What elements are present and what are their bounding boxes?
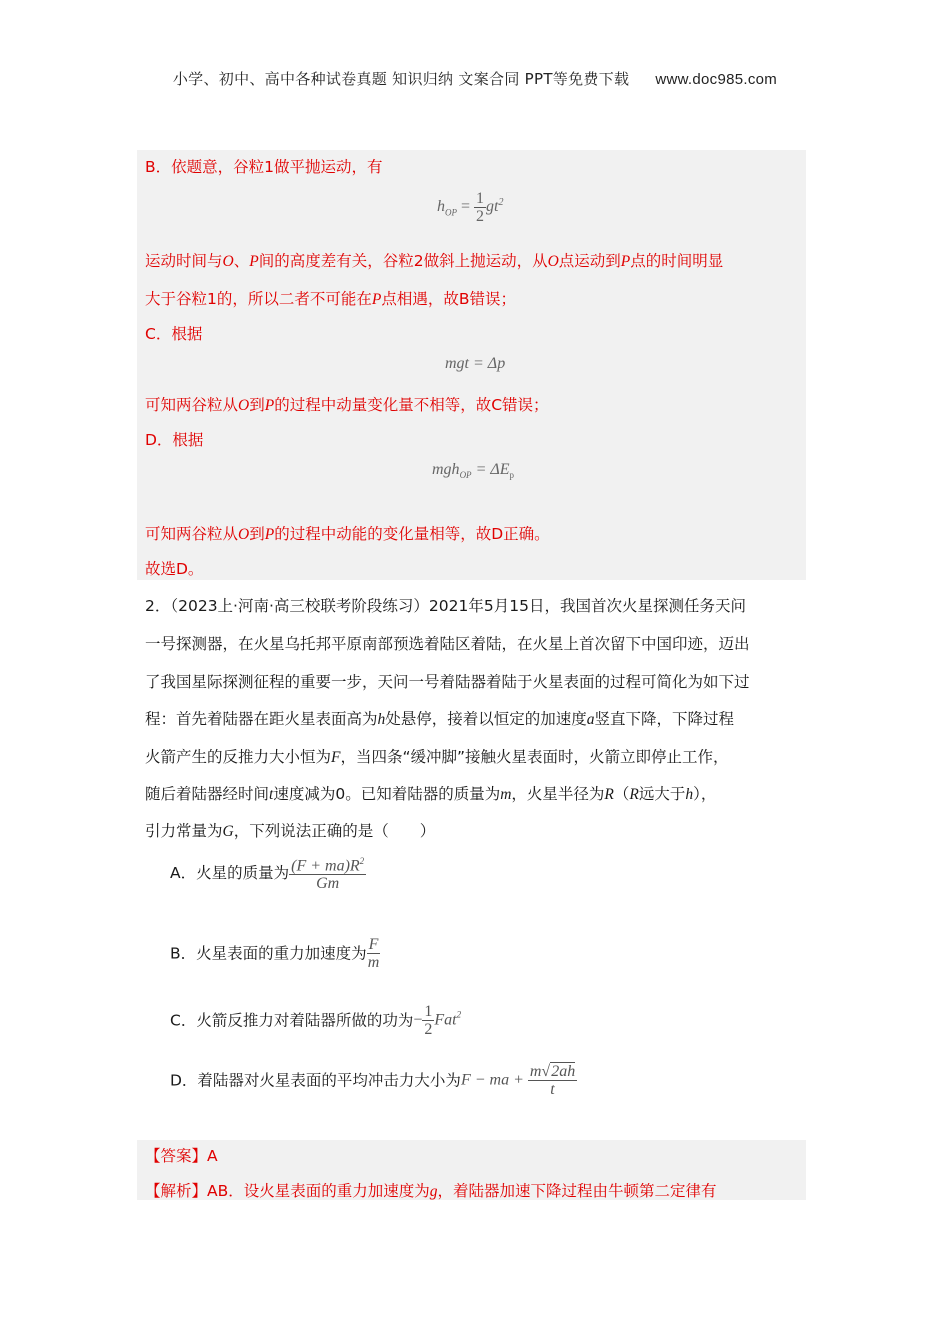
option-d[interactable]: D．着陆器对火星表面的平均冲击力大小为F − ma + $\frac{m√2ah}{t}$ [170,1063,576,1098]
formula-d: $mgh_{OP} = \Delta E_p$ [432,461,515,481]
solution-c-text: 可知两谷粒从O到P的过程中动量变化量不相等，故C错误； [145,396,549,414]
option-a[interactable]: A．火星的质量为 $\frac{(F + ma)R^2}{Gm}$ [170,853,366,892]
header-text: 小学、初中、高中各种试卷真题 知识归纳 文案合同 PPT等免费下载 [172,70,630,88]
solution-d-line: D．根据 [145,431,204,449]
question-line-3: 了我国星际探测征程的重要一步，天问一号着陆器着陆于火星表面的过程可简化为如下过 [145,673,750,691]
question-line-4: 程：首先着陆器在距火星表面高为h处悬停，接着以恒定的加速度a竖直下降，下降过程 [145,710,735,728]
solution-d-text: 可知两谷粒从O到P的过程中动能的变化量相等，故D正确。 [145,525,550,543]
question-line-2: 一号探测器，在火星乌托邦平原南部预选着陆区着陆，在火星上首次留下中国印迹，迈出 [145,635,750,653]
option-b[interactable]: B．火星表面的重力加速度为 $\frac{F}{m}$ [170,936,380,971]
solution-choice: 故选D。 [145,560,204,578]
solution-block [137,150,806,580]
answer-line: 【答案】A [145,1147,218,1165]
question-line-7: 引力常量为G，下列说法正确的是（ ） [145,822,436,840]
explanation-line: 【解析】AB．设火星表面的重力加速度为g，着陆器加速下降过程由牛顿第二定律有 [145,1182,717,1200]
question-line-6: 随后着陆器经时间t速度减为0。已知着陆器的质量为m，火星半径为R（R远大于h）， [145,785,717,803]
question-line-1: 2．（2023上·河南·高三校联考阶段练习）2021年5月15日，我国首次火星探测任务天问 [145,597,746,615]
page-header [0,68,950,89]
header-site: www.doc985.com [655,71,778,88]
solution-b-line: B．依题意，谷粒1做平抛运动，有 [145,158,383,176]
formula-b: $h_{OP}$ = $\frac{1}{2}$ $gt^2$ [437,190,504,225]
question-line-5: 火箭产生的反推力大小恒为F，当四条“缓冲脚”接触火星表面时，火箭立即停止工作， [145,748,729,766]
answer-block [137,1140,806,1200]
formula-c: mgt = Δp [445,355,506,372]
solution-c-line: C．根据 [145,325,203,343]
solution-b-text2: 大于谷粒1的，所以二者不可能在P点相遇，故B错误； [145,290,516,308]
solution-b-text1: 运动时间与O、P间的高度差有关，谷粒2做斜上抛运动，从O点运动到P点的时间明显 [145,252,724,270]
option-c[interactable]: C．火箭反推力对着陆器所做的功为− $\frac{1}{2}$ Fat$^2$ [170,1003,462,1038]
